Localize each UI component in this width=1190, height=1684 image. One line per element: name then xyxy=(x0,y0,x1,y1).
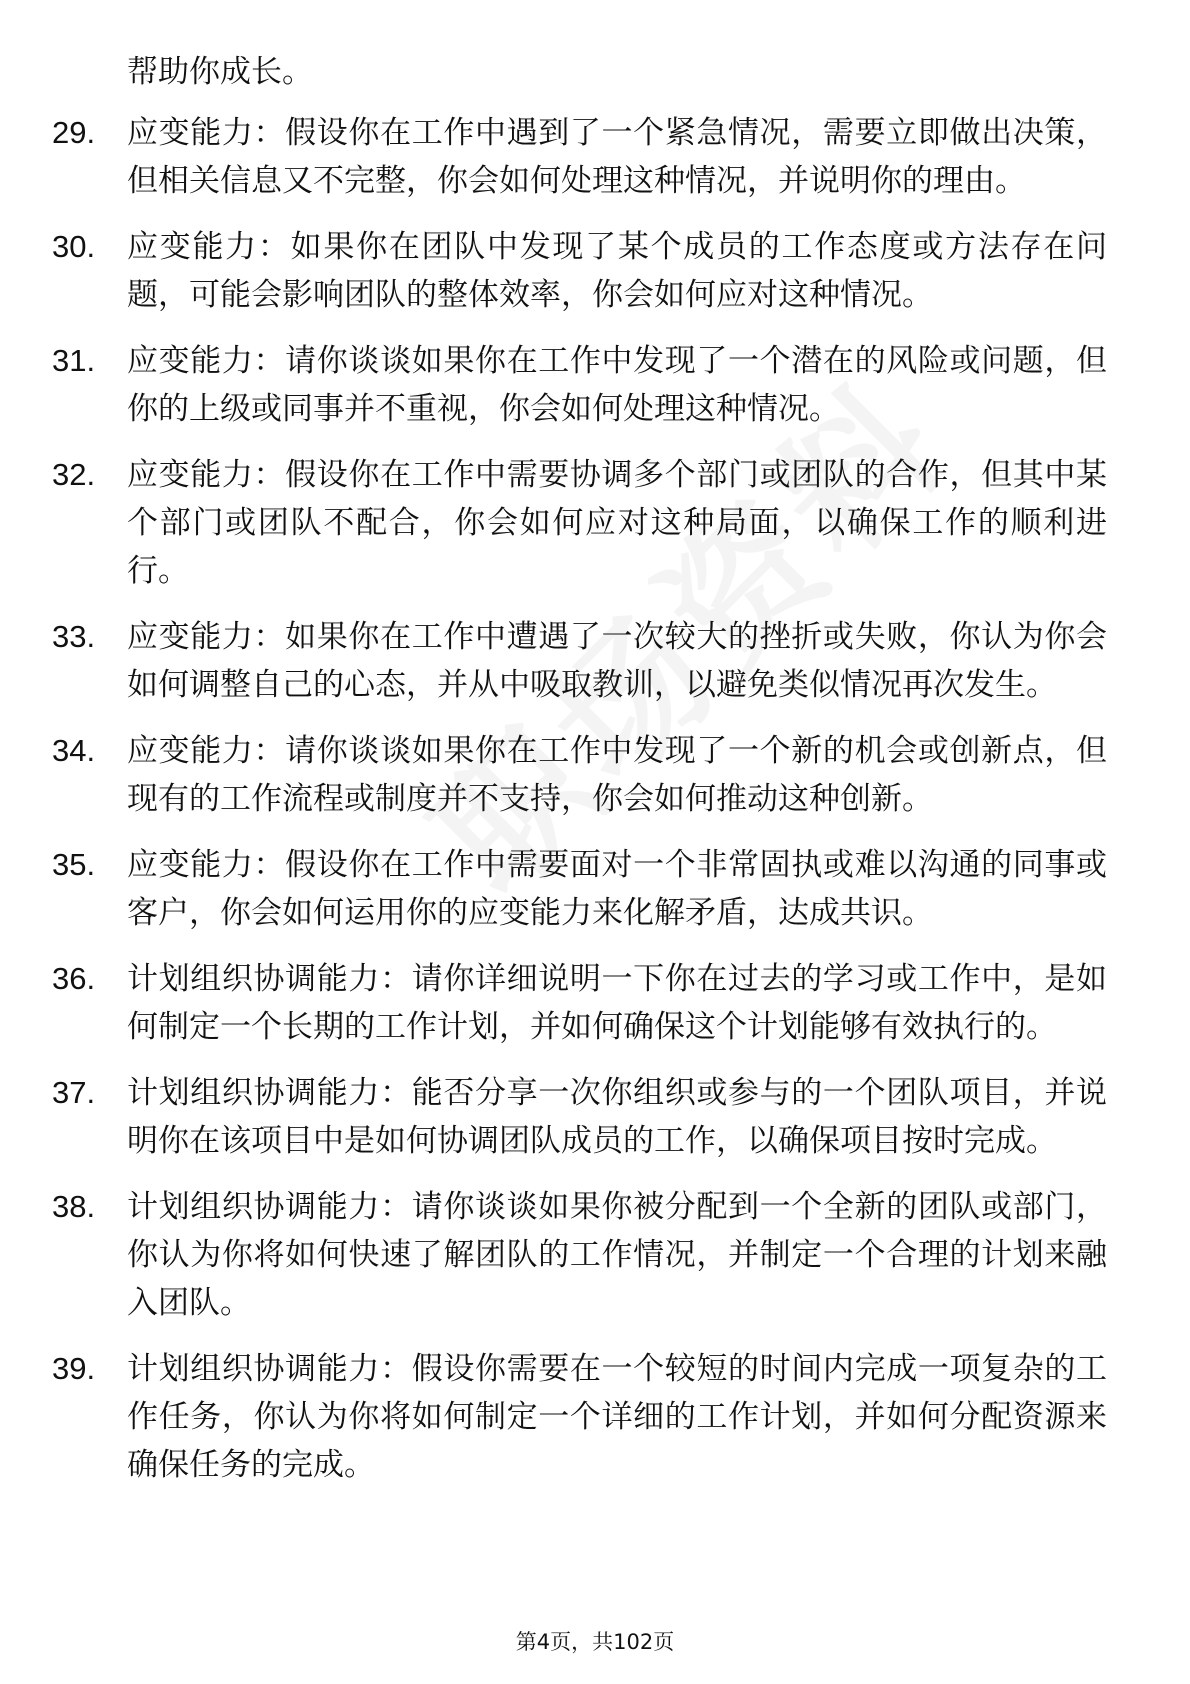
question-number: 36. xyxy=(52,961,96,996)
question-text: 应变能力：假设你在工作中需要协调多个部门或团队的合作，但其中某个部门或团队不配合，你会如何应对这种局面，以确保工作的顺利进行。 xyxy=(127,457,1107,589)
continuation-text: 帮助你成长。 xyxy=(127,54,313,90)
list-item xyxy=(52,451,1112,595)
list-item xyxy=(52,1069,1112,1165)
question-number: 31. xyxy=(52,343,96,378)
question-text: 计划组织协调能力：假设你需要在一个较短的时间内完成一项复杂的工作任务，你认为你将如何制定一个详细的工作计划，并如何分配资源来确保任务的完成。 xyxy=(127,1351,1107,1483)
question-text: 应变能力：如果你在团队中发现了某个成员的工作态度或方法存在问题，可能会影响团队的整体效率，你会如何应对这种情况。 xyxy=(127,229,1107,313)
question-number: 29. xyxy=(52,115,96,150)
question-number: 34. xyxy=(52,733,96,768)
question-number: 37. xyxy=(52,1075,96,1110)
list-item xyxy=(52,841,1112,937)
question-number: 35. xyxy=(52,847,96,882)
list-item xyxy=(52,337,1112,433)
question-text: 应变能力：假设你在工作中需要面对一个非常固执或难以沟通的同事或客户，你会如何运用你的应变能力来化解矛盾，达成共识。 xyxy=(127,847,1107,931)
question-text: 计划组织协调能力：请你谈谈如果你被分配到一个全新的团队或部门，你认为你将如何快速了解团队的工作情况，并制定一个合理的计划来融入团队。 xyxy=(127,1189,1107,1321)
question-number: 38. xyxy=(52,1189,96,1224)
list-item xyxy=(52,109,1112,205)
page-footer: 第4页，共102页 xyxy=(515,1630,675,1654)
question-text: 计划组织协调能力：请你详细说明一下你在过去的学习或工作中，是如何制定一个长期的工作计划，并如何确保这个计划能够有效执行的。 xyxy=(127,961,1107,1045)
question-text: 计划组织协调能力：能否分享一次你组织或参与的一个团队项目，并说明你在该项目中是如何协调团队成员的工作，以确保项目按时完成。 xyxy=(127,1075,1107,1159)
question-text: 应变能力：如果你在工作中遭遇了一次较大的挫折或失败，你认为你会如何调整自己的心态，并从中吸取教训，以避免类似情况再次发生。 xyxy=(127,619,1107,703)
question-number: 32. xyxy=(52,457,96,492)
question-number: 30. xyxy=(52,229,96,264)
list-item xyxy=(52,1183,1112,1327)
question-text: 应变能力：请你谈谈如果你在工作中发现了一个新的机会或创新点，但现有的工作流程或制度并不支持，你会如何推动这种创新。 xyxy=(127,733,1107,817)
question-text: 应变能力：请你谈谈如果你在工作中发现了一个潜在的风险或问题，但你的上级或同事并不重视，你会如何处理这种情况。 xyxy=(127,343,1107,427)
list-item xyxy=(52,727,1112,823)
list-item xyxy=(52,1345,1112,1489)
list-item xyxy=(52,955,1112,1051)
question-number: 33. xyxy=(52,619,96,654)
question-list xyxy=(52,109,1112,1507)
list-item xyxy=(52,613,1112,709)
list-item xyxy=(52,223,1112,319)
question-text: 应变能力：假设你在工作中遇到了一个紧急情况，需要立即做出决策，但相关信息又不完整，你会如何处理这种情况，并说明你的理由。 xyxy=(127,115,1107,199)
question-number: 39. xyxy=(52,1351,96,1386)
